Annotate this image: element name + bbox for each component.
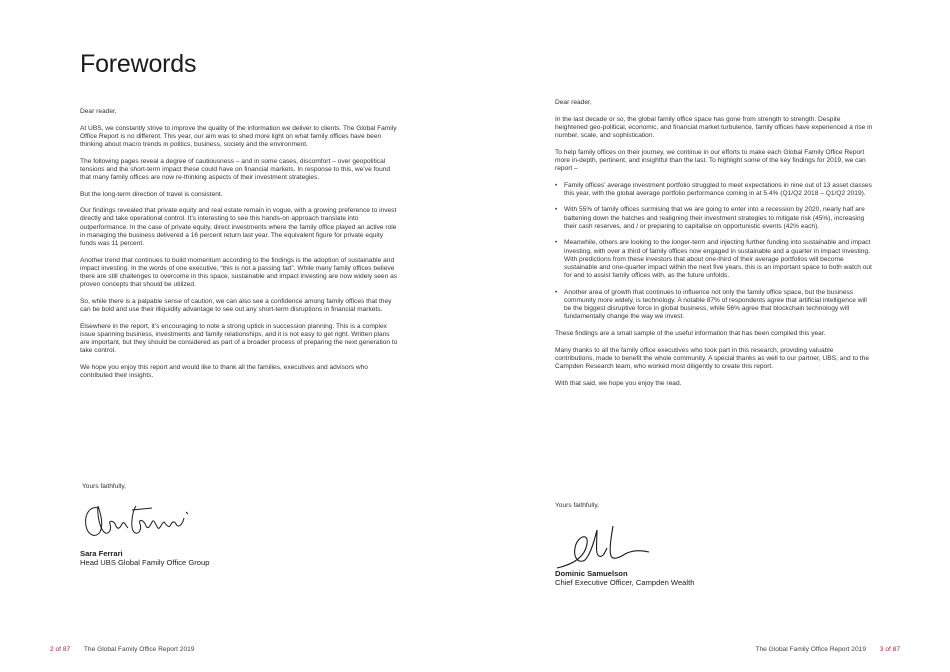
signer-title: Head UBS Global Family Office Group (80, 558, 210, 567)
report-name: The Global Family Office Report 2019 (83, 646, 195, 653)
paragraph: These findings are a small sample of the useful information that has been compiled this year. (555, 330, 826, 337)
paragraph: But the long-term direction of travel is consistent. (80, 190, 223, 198)
bullet-icon: • (555, 288, 558, 296)
paragraph: Many thanks to all the family office executives who took part in this research, providing valuable contributions, made to benefit the whole community. A special thanks as well to our partner, UBS, and to the Campden Research team, who worked most diligently to create this report. (555, 346, 869, 370)
report-name: The Global Family Office Report 2019 (755, 646, 866, 653)
signer-name: Dominic Samuelson (555, 569, 628, 578)
list-item: • With 55% of family offices surmising that we are going to enter into a recession by 2020, nearly half are battening down the hatches and realigning their investment strategies to mitigate risk (45%), increasing their cash reserves, and / or preparing to capitalise on opportunistic events (42% each). (555, 206, 865, 230)
list-item: • Another area of growth that continues to influence not only the family office space, but the business community more widely, is technology. A notable 87% of respondents agree that artificial intelligence will be the biggest disruptive force in global business, while 56% agree that blockchain technology will fundamentally change the way we invest. (555, 288, 867, 321)
closing: Yours faithfully, (82, 483, 126, 490)
campden-foreword (555, 99, 873, 396)
page-title: Forewords (80, 50, 197, 78)
right-page (475, 0, 950, 672)
paragraph: We hope you enjoy this report and would like to thank all the families, executives and advisors who contributed their insights. (80, 363, 368, 379)
signature-dominic-samuelson (555, 524, 650, 570)
paragraph: Our findings revealed that private equity and real estate remain in vogue, with a growing preference to invest directly and take operational control. It’s interesting to see this hands-on approach translate into outperformance. In the case of private equity, direct investments where the family office played an active role in managing the business delivered a 16 percent return last year. The equivalent figure for private equity funds was 11 percent. (80, 207, 397, 247)
footer (50, 646, 194, 653)
page-number: 2 of 87 (50, 646, 71, 653)
bullet-icon: • (555, 239, 558, 247)
ubs-foreword (80, 108, 398, 389)
salutation: Dear reader, (80, 108, 117, 115)
paragraph: Elsewhere in the report, it’s encouraging to note a strong uptick in succession planning. This is a complex issue spanning business, investments and family relationships, and it is not easy to get right. Written plans are important, but they should be considered as part of a broader process of preparing the next generation to take control. (80, 322, 398, 355)
paragraph: The following pages reveal a degree of cautiousness – and in some cases, discomfort – over geopolitical tensions and the short-term impact these could have on financial markets. In response to this, we’ve found that many family offices are now re-thinking aspects of their investment strategies. (80, 157, 391, 181)
bullet-icon: • (555, 181, 558, 189)
paragraph: In the last decade or so, the global family office space has gone from strength to strength. Despite heightened geo-political, economic, and financial market turbulence, family offices have experienced a rise in number, scale, and sophistication. (555, 115, 873, 139)
paragraph: So, while there is a palpable sense of caution, we can also see a confidence among family offices that they can be bold and use their illiquidity advantage to see out any short-term disruptions in financial markets. (80, 297, 392, 313)
page-number: 3 of 87 (879, 646, 900, 653)
paragraph: With that said, we hope you enjoy the read. (555, 379, 682, 387)
paragraph: At UBS, we constantly strive to improve the quality of the information we deliver to clients. The Global Family Office Report is no different. This year, our aim was to shed more light on what family offices have been thinking about macro trends in politics, business, society and the environment. (80, 124, 397, 148)
signer-name: Sara Ferrari (80, 549, 123, 558)
salutation: Dear reader, (555, 99, 592, 106)
paragraph: Another trend that continues to build momentum according to the findings is the adoption of sustainable and impact investing. In the words of one executive, “this is not a passing fad”. While many family offices believe there are still challenges to overcome in this space, sustainable and impact investing are now widely seen as proven concepts that should be utilized. (80, 256, 398, 289)
list-item: • Family offices’ average investment portfolio struggled to meet expectations in nine out of 13 asset classes this year, with the global average portfolio performance coming in at 5.4% (Q1/Q2 2018 – Q1/Q2 2019). (555, 181, 872, 197)
bullet-icon: • (555, 206, 558, 214)
key-findings-list (555, 182, 873, 322)
signer-title: Chief Executive Officer, Campden Wealth (555, 578, 695, 587)
signature-sara-ferrari (80, 502, 220, 542)
footer (755, 646, 900, 653)
closing: Yours faithfully, (555, 502, 599, 509)
paragraph: To help family offices on their journey, we continue in our efforts to make each Global Family Office Report more in-depth, pertinent, and insightful than the last. To highlight some of the key findings for 2019, we can report – (555, 148, 866, 172)
list-item: • Meanwhile, others are looking to the longer-term and injecting further funding into sustainable and impact investing, with over a third of family offices now engaged in sustainable and a quarter in impact investing. With predictions from these investors that about one-third of their average portfolios will become sustainable and one-quarter impact within the next five years, this is an important space to both watch out for and to assist family offices with, as the future unfolds. (555, 239, 872, 280)
